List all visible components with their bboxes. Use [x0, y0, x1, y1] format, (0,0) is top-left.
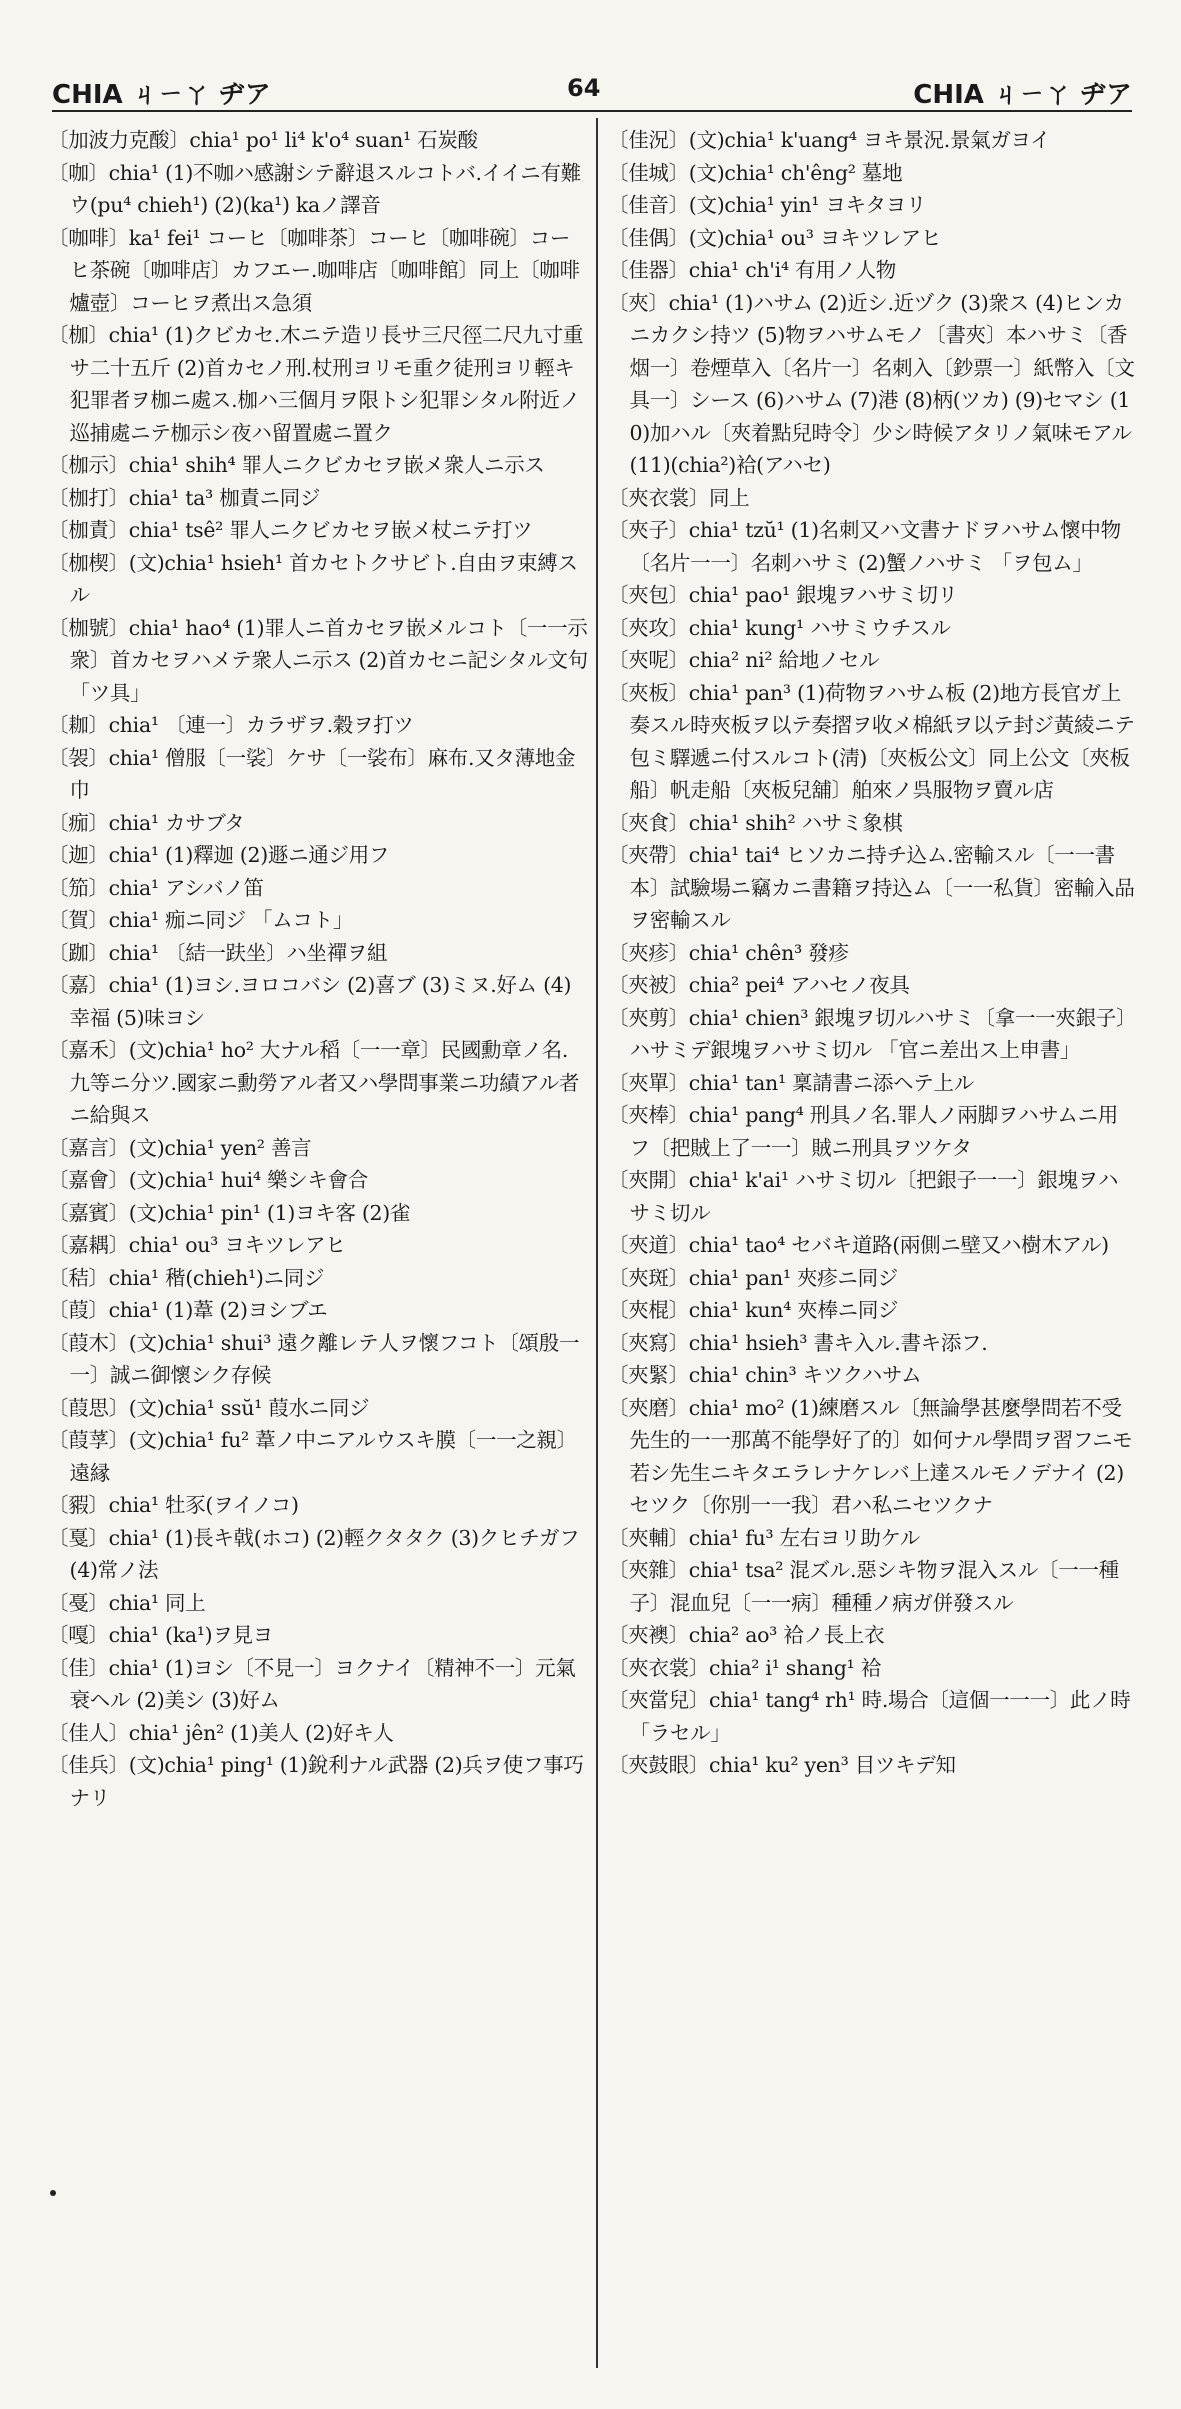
dictionary-entry: 〔葭思〕(文)chia¹ ssŭ¹ 葭水ニ同ジ — [48, 1395, 370, 1420]
right-column — [608, 124, 1138, 2364]
page-number: 64 — [567, 74, 601, 102]
dictionary-entry: 〔袈〕chia¹ 僧服〔一裟〕ケサ〔一裟布〕麻布.又タ薄地金巾 — [48, 745, 576, 802]
dictionary-entry: 〔嘉〕chia¹ (1)ヨシ.ヨロコバシ (2)喜ブ (3)ミヌ.好ム (4)幸福 (5)味ヨシ — [48, 973, 572, 1030]
dictionary-entry: 〔夾磨〕chia¹ mo² (1)練磨スル〔無論學甚麼學問若不受先生的一一那萬不能學好了的〕如何ナル學問ヲ習フニモ若シ先生ニキタエラレナケレバ上達スルモノデナイ (2)セツク〔你別一一我〕君ハ私ニセツクナ — [608, 1395, 1133, 1517]
dictionary-entry: 〔夾棍〕chia¹ kun⁴ 夾棒ニ同ジ — [608, 1298, 899, 1322]
dictionary-entry: 〔夾緊〕chia¹ chin³ キツクハサム — [608, 1363, 922, 1387]
dictionary-entry: 〔佳況〕(文)chia¹ k'uang⁴ ヨキ景況.景氣ガヨイ — [608, 128, 1051, 152]
dictionary-entry: 〔夾板〕chia¹ pan³ (1)荷物ヲハサム板 (2)地方長官ガ上奏スル時夾板ヲ以テ奏摺ヲ收メ棉紙ヲ以テ封ジ黃綾ニテ包ミ驛遞ニ付スルコト(淸)〔夾板公文〕同上公文〔夾板船〕帆走船〔夾板兒舖〕舶來ノ呉服物ヲ賣ル店 — [608, 680, 1135, 802]
dictionary-entry: 〔痂〕chia¹ カサブタ — [48, 810, 245, 835]
dictionary-entry: 〔佳人〕chia¹ jên² (1)美人 (2)好キ人 — [48, 1720, 394, 1745]
dictionary-entry: 〔夾棒〕chia¹ pang⁴ 刑具ノ名.罪人ノ兩脚ヲハサムニ用フ〔把賊上了一一〕賊ニ刑具ヲツケタ — [608, 1103, 1118, 1160]
dictionary-entry: 〔枷〕chia¹ (1)クビカセ.木ニテ造リ長サ三尺徑二尺九寸重サ二十五斤 (2)首カセノ刑.杖刑ヨリモ重ク徒刑ヨリ輕キ犯罪者ヲ枷ニ處ス.枷ハ三個月ヲ限トシ犯罪シタル附近ノ巡捕處ニテ枷示シ夜ハ留置處ニ置ク — [48, 323, 584, 445]
dictionary-entry: 〔夾當兒〕chia¹ tang⁴ rh¹ 時.場合〔這個一一一〕此ノ時 「ラセル」 — [608, 1688, 1131, 1745]
dictionary-entry: 〔咖啡〕ka¹ fei¹ コーヒ〔咖啡茶〕コーヒ〔咖啡碗〕コーヒ茶碗〔咖啡店〕カフエー.咖啡店〔咖啡館〕同上〔咖啡爐壺〕コーヒヲ煮出ス急須 — [48, 225, 580, 315]
dictionary-entry: 〔夾雜〕chia¹ tsa² 混ズル.惡シキ物ヲ混入スル〔一一種子〕混血兒〔一一病〕種種ノ病ガ併發スル — [608, 1558, 1119, 1615]
dictionary-entry: 〔耞〕chia¹ 〔連一〕カラザヲ.穀ヲ打ツ — [48, 713, 414, 737]
dictionary-entry: 〔豭〕chia¹ 牡豕(ヲイノコ) — [48, 1493, 299, 1517]
dictionary-entry: 〔夾斑〕chia¹ pan¹ 夾疹ニ同ジ — [608, 1265, 898, 1290]
dictionary-entry: 〔夾道〕chia¹ tao⁴ セバキ道路(兩側ニ壁又ハ樹木アル) — [608, 1233, 1109, 1257]
dictionary-entry: 〔枷責〕chia¹ tsê² 罪人ニクビカセヲ嵌メ杖ニテ打ツ — [48, 518, 533, 542]
dictionary-entry: 〔夾輔〕chia¹ fu³ 左右ヨリ助ケル — [608, 1525, 920, 1550]
dictionary-entry: 〔葭木〕(文)chia¹ shui³ 遠ク離レテ人ヲ懷フコト〔頌殷一一〕誠ニ御懷シク存候 — [48, 1330, 580, 1387]
dictionary-entry: 〔夾食〕chia¹ shih² ハサミ象棋 — [608, 810, 903, 835]
dictionary-entry: 〔嘎〕chia¹ (ka¹)ヲ見ヨ — [48, 1623, 273, 1647]
dictionary-entry: 〔賀〕chia¹ 痂ニ同ジ 「ムコト」 — [48, 908, 354, 932]
dictionary-entry: 〔佳兵〕(文)chia¹ ping¹ (1)銳利ナル武器 (2)兵ヲ使フ事巧ナリ — [48, 1753, 584, 1810]
dictionary-entry: 〔嘉言〕(文)chia¹ yen² 善言 — [48, 1135, 312, 1160]
dictionary-entry: 〔葭〕chia¹ (1)葦 (2)ヨシブエ — [48, 1298, 328, 1322]
dictionary-entry: 〔戞〕chia¹ 同上 — [48, 1590, 206, 1615]
dictionary-entry: 〔葭莩〕(文)chia¹ fu² 葦ノ中ニアルウスキ膜〔一一之親〕遠縁 — [48, 1428, 577, 1485]
dictionary-entry: 〔夾子〕chia¹ tzŭ¹ (1)名刺又ハ文書ナドヲハサム懷中物〔名片一一〕名刺ハサミ (2)蟹ノハサミ 「ヲ包ム」 — [608, 518, 1121, 575]
dictionary-entry: 〔夾衣裳〕chia² i¹ shang¹ 袷 — [608, 1655, 881, 1680]
left-column — [48, 124, 588, 2364]
dictionary-entry: 〔笳〕chia¹ アシバノ笛 — [48, 875, 264, 900]
dictionary-entry: 〔嘉賓〕(文)chia¹ pin¹ (1)ヨキ客 (2)雀 — [48, 1200, 411, 1225]
dictionary-entry: 〔夾攻〕chia¹ kung¹ ハサミウチスル — [608, 615, 951, 640]
scan-speck — [50, 2190, 56, 2196]
column-divider — [596, 118, 598, 2368]
dictionary-entry: 〔夾被〕chia² pei⁴ アハセノ夜具 — [608, 973, 910, 997]
dictionary-entry: 〔加波力克酸〕chia¹ po¹ li⁴ k'o⁴ suan¹ 石炭酸 — [48, 128, 478, 152]
dictionary-entry: 〔嘉耦〕chia¹ ou³ ヨキツレアヒ — [48, 1233, 346, 1257]
dictionary-entry: 〔夾衣裳〕同上 — [608, 485, 750, 510]
dictionary-entry: 〔枷楔〕(文)chia¹ hsieh¹ 首カセトクサビト.自由ヲ束縛スル — [48, 550, 578, 607]
dictionary-entry: 〔枷打〕chia¹ ta³ 枷責ニ同ジ — [48, 485, 321, 510]
page-header — [52, 70, 1132, 112]
dictionary-entry: 〔跏〕chia¹ 〔結一趺坐〕ハ坐禪ヲ組 — [48, 940, 388, 965]
dictionary-entry: 〔迦〕chia¹ (1)釋迦 (2)遯ニ通ジ用フ — [48, 843, 390, 867]
dictionary-entry: 〔佳器〕chia¹ ch'i⁴ 有用ノ人物 — [608, 258, 897, 282]
header-right-guide-word: CHIA ㄐㄧㄚ ヂア — [913, 80, 1132, 110]
dictionary-entry: 〔佳偶〕(文)chia¹ ou³ ヨキツレアヒ — [608, 225, 942, 250]
dictionary-entry: 〔佳〕chia¹ (1)ヨシ〔不見一〕ヨクナイ〔精神不一〕元氣衰ヘル (2)美シ (3)好ム — [48, 1655, 576, 1712]
dictionary-entry: 〔秸〕chia¹ 稭(chieh¹)ニ同ジ — [48, 1265, 325, 1290]
dictionary-entry: 〔夾包〕chia¹ pao¹ 銀塊ヲハサミ切リ — [608, 583, 958, 607]
dictionary-entry: 〔嘉禾〕(文)chia¹ ho² 大ナル稻〔一一章〕民國勳章ノ名.九等ニ分ツ.國家ニ勳勞アル者又ハ學問事業ニ功績アル者ニ給與ス — [48, 1038, 580, 1127]
header-left-guide-word: CHIA ㄐㄧㄚ ヂア — [52, 80, 271, 110]
dictionary-entry: 〔夾呢〕chia² ni² 給地ノセル — [608, 648, 880, 672]
dictionary-entry: 〔夾〕chia¹ (1)ハサム (2)近シ.近ヅク (3)衆ス (4)ヒンカニカクシ持ツ (5)物ヲハサムモノ〔書夾〕本ハサミ〔香烟一〕卷煙草入〔名片一〕名刺入〔鈔票一〕紙幣入〔文具一〕シース (6)ハサム (7)港 (8)柄(ツカ) (9)セマシ (10)加ハル〔夾着點兒時令〕少シ時候アタリノ氣味モアル (11)(chia²)袷(アハセ) — [608, 290, 1135, 477]
dictionary-entry: 〔嘉會〕(文)chia¹ hui⁴ 樂シキ會合 — [48, 1168, 368, 1192]
dictionary-entry: 〔佳音〕(文)chia¹ yin¹ ヨキタヨリ — [608, 193, 927, 217]
dictionary-entry: 〔夾鼓眼〕chia¹ ku² yen³ 目ツキデ知 — [608, 1753, 956, 1777]
dictionary-entry: 〔佳城〕(文)chia¹ ch'êng² 墓地 — [608, 160, 903, 185]
dictionary-entry: 〔枷示〕chia¹ shih⁴ 罪人ニクビカセヲ嵌メ衆人ニ示ス — [48, 453, 545, 477]
dictionary-entry: 〔戛〕chia¹ (1)長キ戟(ホコ) (2)輕クタタク (3)クヒチガフ (4)常ノ法 — [48, 1525, 580, 1582]
dictionary-entry: 〔枷號〕chia¹ hao⁴ (1)罪人ニ首カセヲ嵌メルコト〔一一示衆〕首カセヲハメテ衆人ニ示ス (2)首カセニ記シタル文句 「ツ具」 — [48, 615, 588, 705]
dictionary-entry: 〔夾剪〕chia¹ chien³ 銀塊ヲ切ルハサミ〔拿一一夾銀子〕ハサミデ銀塊ヲハサミ切ル 「官ニ差出ス上申書」 — [608, 1005, 1137, 1062]
dictionary-entry: 〔夾帶〕chia¹ tai⁴ ヒソカニ持チ込ム.密輸スル〔一一書本〕試驗場ニ竊カニ書籍ヲ持込ム〔一一私貨〕密輸入品ヲ密輸スル — [608, 843, 1135, 932]
dictionary-entry: 〔夾疹〕chia¹ chên³ 發疹 — [608, 940, 849, 965]
dictionary-entry: 〔夾單〕chia¹ tan¹ 稟請書ニ添ヘテ上ル — [608, 1070, 974, 1095]
dictionary-entry: 〔咖〕chia¹ (1)不咖ハ感謝シテ辭退スルコトバ.イイニ有難ウ(pu⁴ chieh¹) (2)(ka¹) kaノ譯音 — [48, 160, 581, 217]
dictionary-entry: 〔夾襖〕chia² ao³ 袷ノ長上衣 — [608, 1623, 885, 1647]
dictionary-entry: 〔夾寫〕chia¹ hsieh³ 書キ入ル.書キ添フ. — [608, 1330, 988, 1355]
dictionary-entry: 〔夾開〕chia¹ k'ai¹ ハサミ切ル〔把銀子一一〕銀塊ヲハサミ切ル — [608, 1168, 1119, 1225]
